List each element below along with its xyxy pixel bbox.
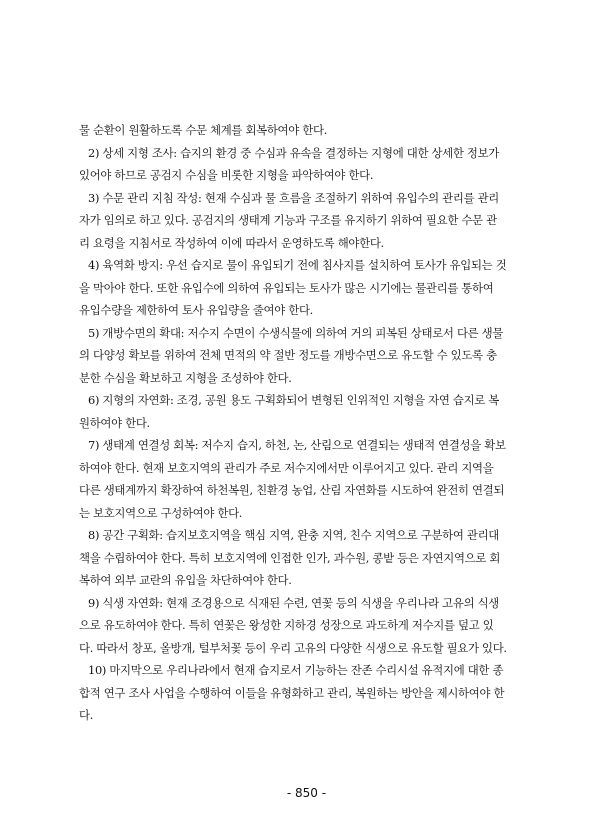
text-line: 합적 연구 조사 사업을 수행하여 이들을 유형화하고 관리, 복원하는 방안을 제시하여야 한 (79, 685, 505, 700)
text-line: 있어야 하므로 공검지 수심을 비롯한 지형을 파악하여야 한다. (79, 168, 374, 182)
text-line: 분한 수심을 확보하고 지형을 조성하야 한다. (79, 370, 292, 385)
text-line: 2) 상세 지형 조사: 습지의 환경 중 수심과 유속을 결정하는 지형에 대한 상세한 정보가 (88, 145, 500, 160)
text-line: 복하여 외부 교란의 유입을 차단하여야 한다. (79, 573, 292, 587)
text-line: 책을 수립하여야 한다. 특히 보호지역에 인접한 인가, 과수원, 콩밭 등은 자연지역으로 회 (79, 550, 501, 565)
text-line: 을 막아야 한다. 또한 유입수에 의하여 유입되는 토사가 많은 시기에는 물관리를 통하여 (79, 280, 494, 295)
text-line: 5) 개방수면의 확대: 저수지 수면이 수생식물에 의하여 거의 피복된 상태로서 다른 생물 (88, 325, 504, 340)
text-line: 자가 임의로 하고 있다. 공검지의 생태계 기능과 구조를 유지하기 위하여 필요한 수문 관 (79, 213, 497, 227)
text-line: 물 순환이 원활하도록 수문 체계를 회복하여야 한다. (79, 123, 328, 137)
text-line: 하여야 한다. 현재 보호지역의 관리가 주로 저수지에서만 이루어지고 있다. 관리 지역을 (79, 460, 494, 475)
body-text (79, 119, 537, 727)
text-line: 리 요령을 지침서로 작성하여 이에 따라서 운영하도록 해야한다. (79, 235, 384, 250)
text-line: 7) 생태계 연결성 회복: 저수지 습지, 하천, 논, 산림으로 연결되는 생태적 연결성을 확보 (88, 438, 506, 452)
text-line: 는 보호지역으로 구성하여야 한다. (79, 505, 243, 520)
text-line: 의 다양성 확보를 위하여 전체 면적의 약 절반 정도를 개방수면으로 유도할 수 있도록 충 (79, 348, 497, 362)
text-line: 유입수량을 제한하여 토사 유입량을 줄여야 한다. (79, 303, 313, 317)
text-line: 다. 따라서 창포, 올방개, 털부처꽃 등이 우리 고유의 다양한 식생으로 유도할 필요가 있다. (79, 640, 507, 655)
text-line: 으로 유도하여야 한다. 특히 연꽃은 왕성한 지하경 성장으로 과도하게 저수지를 덮고 있 (79, 618, 494, 632)
text-line: 다. (79, 708, 94, 722)
text-line: 10) 마지막으로 우리나라에서 현재 습지로서 기능하는 잔존 수리시설 유적지에 대한 종 (88, 663, 504, 677)
text-line: 다른 생태계까지 확장하여 하천복원, 친환경 농업, 산림 자연화를 시도하여 완전히 연결되 (79, 483, 505, 497)
text-line: 3) 수문 관리 지침 작성: 현재 수심과 물 흐름을 조절하기 위하여 유입수의 관리를 관리 (88, 190, 500, 205)
text-line: 6) 지형의 자연화: 조경, 공원 용도 구획화되어 변형된 인위적인 지형을 자연 습지로 복 (88, 393, 500, 407)
text-line: 9) 식생 자연화: 현재 조경용으로 식재된 수련, 연꽃 등의 식생을 우리나라 고유의 식생 (88, 595, 500, 610)
page-number: - 850 - (286, 786, 327, 800)
text-line: 4) 육역화 방지: 우선 습지로 물이 유입되기 전에 침사지를 설치하여 토사가 유입되는 것 (88, 258, 507, 272)
text-line: 8) 공간 구획화: 습지보호지역을 핵심 지역, 완충 지역, 친수 지역으로 구분하여 관리대 (88, 528, 500, 542)
text-line: 원하여야 한다. (79, 415, 150, 430)
